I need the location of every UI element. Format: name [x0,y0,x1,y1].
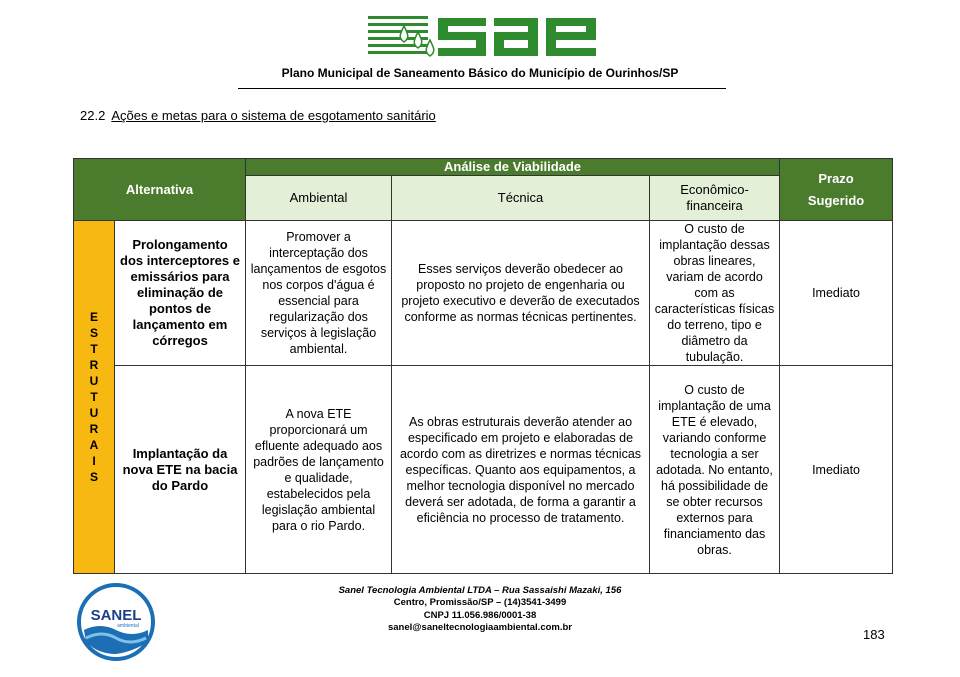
footer-cnpj: CNPJ 11.056.986/0001-38 [423,609,537,621]
sae-logo [368,12,600,62]
category-label: ESTRUTURAIS [89,310,99,484]
section-number: 22.2 [80,108,106,123]
row-alternativa: Prolongamento dos interceptores e emissários para eliminação de pontos de lançamento em córregos [115,221,246,366]
header-economico-label: Econômico-financeira [680,182,749,213]
document-title: Plano Municipal de Saneamento Básico do Município de Ourinhos/SP [281,66,679,80]
title-divider [238,88,726,89]
header-ambiental: Ambiental [246,176,392,221]
viability-table [73,158,893,574]
table-row [74,366,893,574]
row-ambiental: Promover a interceptação dos lançamentos de esgotos nos corpos d'água é essencial para regularização dos serviços à legislação ambiental. [246,221,392,366]
row-economico: O custo de implantação dessas obras lineares, variam de acordo com as características físicas do terreno, tipo e diâmetro da tubulação. [650,221,780,366]
row-prazo: Imediato [780,221,893,366]
sanel-logo-text: SANEL [90,607,142,624]
category-cell [74,221,115,574]
header-tecnica: Técnica [392,176,650,221]
footer-email: sanel@saneltecnologiaambiental.com.br [387,621,572,633]
page-number: 183 [863,627,885,642]
table-row [74,221,893,366]
row-alternativa: Implantação da nova ETE na bacia do Pardo [115,366,246,574]
row-tecnica: As obras estruturais deverão atender ao especificado em projeto e elaboradas de acordo com as diretrizes e normas técnicas específicas. Quanto aos equipamentos, a melhor tecnologia disponível no mercado deverá ser adotada, de forma a garantir a eficiência no processo de tratamento. [392,366,650,574]
section-heading [80,108,436,123]
row-ambiental: A nova ETE proporcionará um efluente adequado aos padrões de lançamento e qualidade, estabelecidos pela legislação ambiental para o rio Pardo. [246,366,392,574]
row-tecnica: Esses serviços deverão obedecer ao proposto no projeto de engenharia ou projeto executivo e deverão de executados conforme as normas técnicas pertinentes. [392,221,650,366]
header-economico-financeira [650,176,780,221]
row-prazo: Imediato [780,366,893,574]
header-analise-viabilidade: Análise de Viabilidade [246,159,780,176]
section-title: Ações e metas para o sistema de esgotamento sanitário [111,108,436,123]
sanel-logo [76,582,156,662]
footer-info [290,585,670,634]
sanel-logo-subtext: ambiental [117,623,139,629]
footer-address: Centro, Promissão/SP – (14)3541-3499 [393,597,567,609]
header-prazo-sugerido [780,159,893,221]
row-economico: O custo de implantação de uma ETE é elevado, variando conforme tecnologia a ser adotada. No entanto, há possibilidade de se obter recursos externos para financiamento das obras. [650,366,780,574]
header-alternativa: Alternativa [74,159,246,221]
footer-company: Sanel Tecnologia Ambiental LTDA – Rua Sassaishi Mazaki, 156 [338,585,622,596]
header-prazo-label: Prazo Sugerido [807,170,865,208]
